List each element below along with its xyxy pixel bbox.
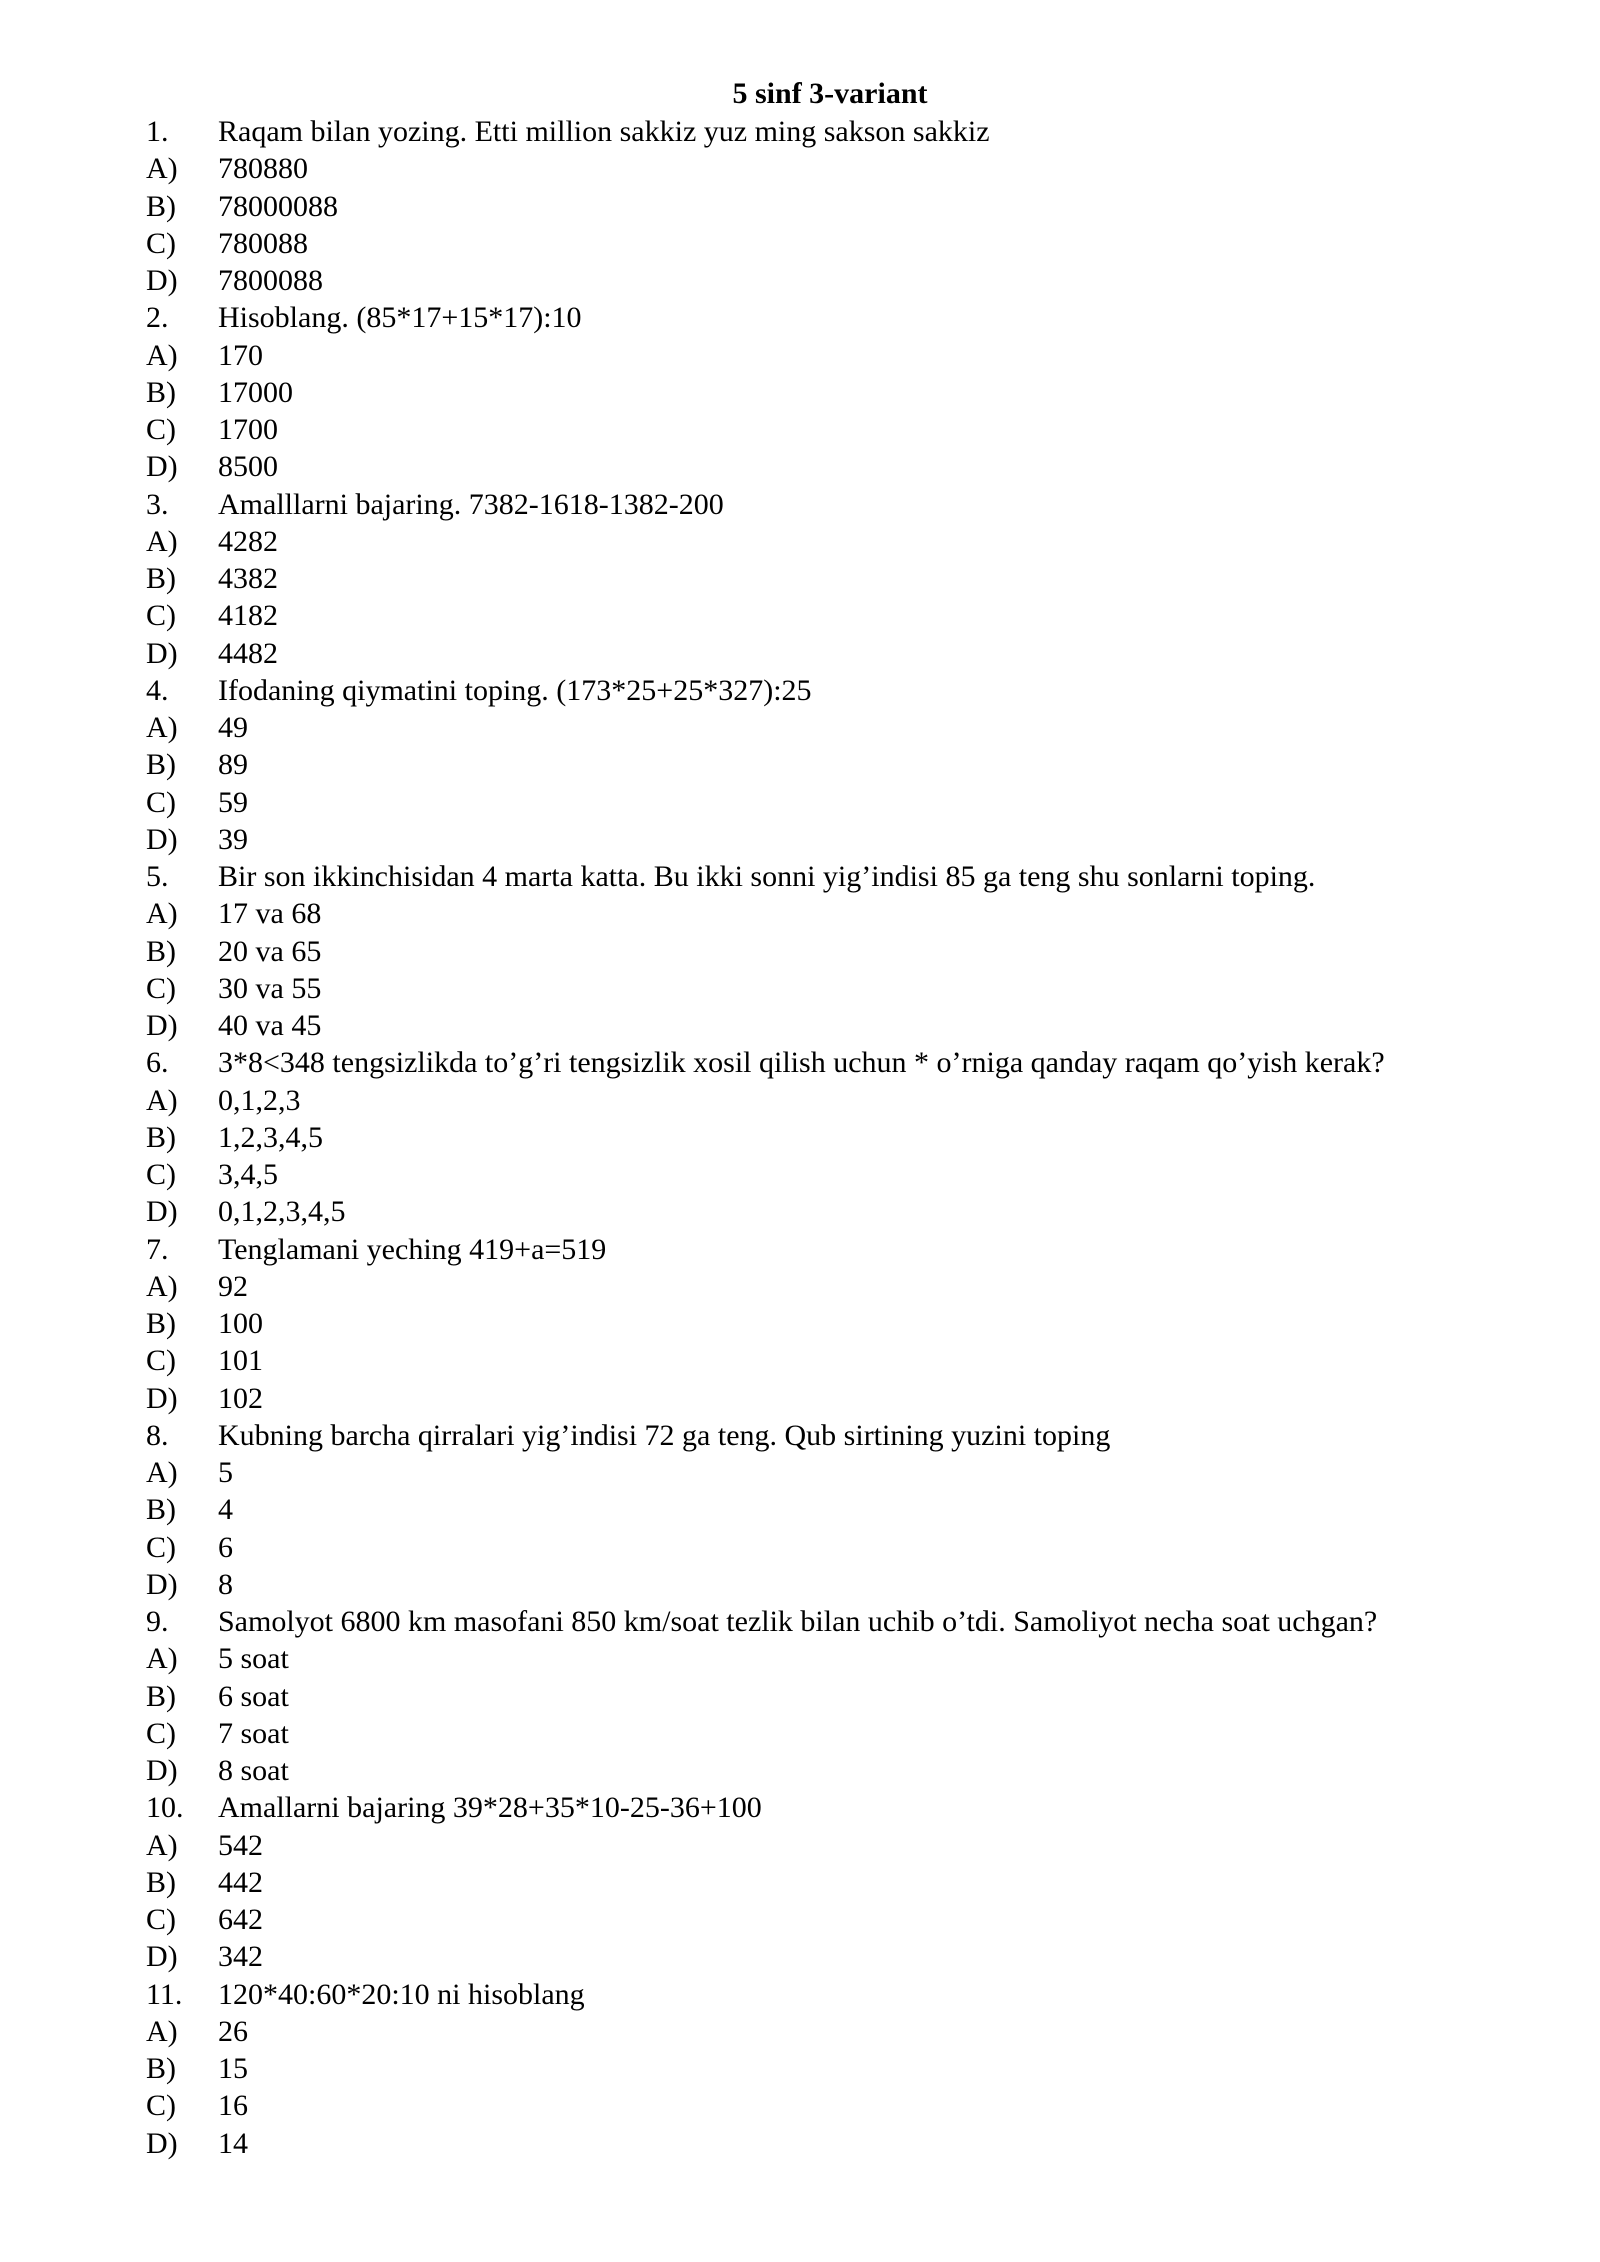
answer-option bbox=[146, 933, 1566, 970]
option-letter: C) bbox=[146, 1530, 176, 1564]
option-text: 59 bbox=[218, 785, 248, 819]
question-7 bbox=[146, 1231, 1566, 1268]
question-2 bbox=[146, 299, 1566, 336]
option-text: 101 bbox=[218, 1344, 263, 1378]
option-text: 40 va 45 bbox=[218, 1009, 322, 1042]
option-text: 170 bbox=[218, 338, 263, 372]
option-text: 39 bbox=[218, 822, 248, 856]
answer-option bbox=[146, 225, 1566, 262]
option-text: 78000088 bbox=[218, 189, 338, 223]
option-text: 0,1,2,3 bbox=[218, 1083, 301, 1117]
option-text: 4182 bbox=[218, 599, 278, 633]
option-text: 342 bbox=[218, 1940, 263, 1974]
answer-option bbox=[146, 1901, 1566, 1938]
option-letter: D) bbox=[146, 450, 178, 484]
answer-option bbox=[146, 1454, 1566, 1491]
answer-option bbox=[146, 1864, 1566, 1901]
option-letter: C) bbox=[146, 2089, 176, 2123]
option-letter: C) bbox=[146, 413, 176, 446]
answer-option bbox=[146, 597, 1566, 634]
answer-option bbox=[146, 635, 1566, 672]
option-letter: A) bbox=[146, 711, 178, 744]
question-text: Hisoblang. (85*17+15*17):10 bbox=[218, 301, 582, 335]
question-text: Raqam bilan yozing. Etti million sakkiz yuz ming sakson sakkiz bbox=[218, 115, 990, 148]
answer-option bbox=[146, 2050, 1566, 2087]
option-letter: C) bbox=[146, 1158, 176, 1191]
option-text: 26 bbox=[218, 2014, 248, 2048]
answer-option bbox=[146, 1119, 1566, 1156]
question-number: 9. bbox=[146, 1605, 169, 1638]
question-11 bbox=[146, 1976, 1566, 2013]
option-text: 7 soat bbox=[218, 1716, 289, 1750]
option-letter: A) bbox=[146, 524, 178, 558]
option-text: 17000 bbox=[218, 375, 293, 409]
option-letter: B) bbox=[146, 934, 176, 968]
answer-option bbox=[146, 1827, 1566, 1864]
option-text: 6 soat bbox=[218, 1679, 289, 1713]
option-letter: B) bbox=[146, 1120, 176, 1154]
answer-option bbox=[146, 709, 1566, 746]
option-text: 5 soat bbox=[218, 1642, 289, 1676]
option-text: 49 bbox=[218, 711, 248, 744]
option-text: 1,2,3,4,5 bbox=[218, 1120, 323, 1154]
answer-option bbox=[146, 1156, 1566, 1193]
question-text: 3*8<348 tengsizlikda to’g’ri tengsizlik xosil qilish uchun * o’rniga qanday raqam qo’yish kerak? bbox=[218, 1046, 1385, 1080]
option-letter: B) bbox=[146, 1493, 176, 1527]
option-letter: A) bbox=[146, 152, 178, 186]
option-letter: C) bbox=[146, 785, 176, 819]
option-text: 5 bbox=[218, 1456, 233, 1489]
option-text: 0,1,2,3,4,5 bbox=[218, 1195, 346, 1229]
option-text: 14 bbox=[218, 2126, 248, 2160]
option-text: 6 bbox=[218, 1530, 233, 1564]
option-letter: A) bbox=[146, 897, 178, 931]
option-text: 100 bbox=[218, 1307, 263, 1340]
answer-option bbox=[146, 1640, 1566, 1677]
option-letter: D) bbox=[146, 636, 178, 670]
question-4 bbox=[146, 672, 1566, 709]
option-letter: A) bbox=[146, 338, 178, 372]
answer-option bbox=[146, 746, 1566, 783]
page-title-text: 5 sinf 3-variant bbox=[732, 77, 928, 110]
option-letter: D) bbox=[146, 1754, 178, 1787]
question-number: 2. bbox=[146, 301, 169, 335]
option-letter: C) bbox=[146, 599, 176, 633]
question-number: 11. bbox=[146, 1977, 183, 2011]
option-text: 4 bbox=[218, 1493, 233, 1527]
question-list bbox=[146, 113, 1566, 2162]
option-letter: D) bbox=[146, 1940, 178, 1974]
answer-option bbox=[146, 1529, 1566, 1566]
option-text: 642 bbox=[218, 1903, 263, 1936]
option-letter: A) bbox=[146, 1269, 178, 1303]
option-text: 8 soat bbox=[218, 1754, 289, 1787]
answer-option bbox=[146, 1752, 1566, 1789]
option-text: 780088 bbox=[218, 226, 308, 260]
answer-option bbox=[146, 1268, 1566, 1305]
answer-option bbox=[146, 448, 1566, 485]
option-letter: D) bbox=[146, 1009, 178, 1042]
question-number: 10. bbox=[146, 1791, 184, 1825]
answer-option bbox=[146, 1380, 1566, 1417]
option-text: 30 va 55 bbox=[218, 971, 322, 1005]
option-text: 20 va 65 bbox=[218, 934, 322, 968]
answer-option bbox=[146, 1566, 1566, 1603]
option-text: 92 bbox=[218, 1269, 248, 1303]
question-number: 7. bbox=[146, 1232, 169, 1266]
option-letter: A) bbox=[146, 1828, 178, 1862]
question-text: Amallarni bajaring 39*28+35*10-25-36+100 bbox=[218, 1791, 762, 1825]
option-letter: A) bbox=[146, 1642, 178, 1676]
answer-option bbox=[146, 188, 1566, 225]
option-text: 8 bbox=[218, 1567, 233, 1601]
question-10 bbox=[146, 1789, 1566, 1826]
question-text: Amalllarni bajaring. 7382-1618-1382-200 bbox=[218, 487, 724, 521]
option-letter: B) bbox=[146, 562, 176, 595]
option-text: 1700 bbox=[218, 413, 278, 446]
answer-option bbox=[146, 895, 1566, 932]
option-letter: A) bbox=[146, 1083, 178, 1117]
option-letter: D) bbox=[146, 2126, 178, 2160]
question-number: 5. bbox=[146, 860, 169, 893]
answer-option bbox=[146, 1938, 1566, 1975]
option-letter: B) bbox=[146, 1307, 176, 1340]
option-text: 16 bbox=[218, 2089, 248, 2123]
option-letter: C) bbox=[146, 1903, 176, 1936]
option-text: 4482 bbox=[218, 636, 278, 670]
answer-option bbox=[146, 1193, 1566, 1230]
option-text: 4382 bbox=[218, 562, 278, 595]
answer-option bbox=[146, 2013, 1566, 2050]
page-title bbox=[0, 76, 1600, 112]
option-letter: C) bbox=[146, 971, 176, 1005]
question-text: Bir son ikkinchisidan 4 marta katta. Bu ikki sonni yig’indisi 85 ga teng shu sonlarni toping. bbox=[218, 860, 1316, 893]
answer-option bbox=[146, 1082, 1566, 1119]
answer-option bbox=[146, 337, 1566, 374]
option-text: 542 bbox=[218, 1828, 263, 1862]
option-text: 780880 bbox=[218, 152, 308, 186]
question-text: Ifodaning qiymatini toping. (173*25+25*327):25 bbox=[218, 673, 812, 707]
answer-option bbox=[146, 1678, 1566, 1715]
option-letter: D) bbox=[146, 822, 178, 856]
answer-option bbox=[146, 784, 1566, 821]
option-text: 17 va 68 bbox=[218, 897, 322, 931]
question-text: Tenglamani yeching 419+a=519 bbox=[218, 1232, 607, 1266]
option-text: 7800088 bbox=[218, 264, 323, 297]
question-number: 1. bbox=[146, 115, 169, 148]
question-text: Kubning barcha qirralari yig’indisi 72 ga teng. Qub sirtining yuzini toping bbox=[218, 1418, 1111, 1452]
answer-option bbox=[146, 374, 1566, 411]
question-1 bbox=[146, 113, 1566, 150]
question-text: Samolyot 6800 km masofani 850 km/soat tezlik bilan uchib o’tdi. Samoliyot necha soat uchgan? bbox=[218, 1605, 1378, 1638]
question-number: 8. bbox=[146, 1418, 169, 1452]
answer-option bbox=[146, 1491, 1566, 1528]
question-text: 120*40:60*20:10 ni hisoblang bbox=[218, 1977, 585, 2011]
option-letter: C) bbox=[146, 1344, 176, 1378]
option-letter: A) bbox=[146, 1456, 178, 1489]
option-letter: D) bbox=[146, 264, 178, 297]
question-number: 6. bbox=[146, 1046, 169, 1080]
answer-option bbox=[146, 2125, 1566, 2162]
option-letter: A) bbox=[146, 2014, 178, 2048]
answer-option bbox=[146, 1715, 1566, 1752]
question-8 bbox=[146, 1417, 1566, 1454]
option-letter: B) bbox=[146, 748, 176, 782]
answer-option bbox=[146, 150, 1566, 187]
option-text: 8500 bbox=[218, 450, 278, 484]
answer-option bbox=[146, 821, 1566, 858]
answer-option bbox=[146, 262, 1566, 299]
option-letter: D) bbox=[146, 1195, 178, 1229]
option-letter: B) bbox=[146, 1865, 176, 1899]
answer-option bbox=[146, 523, 1566, 560]
answer-option bbox=[146, 560, 1566, 597]
option-letter: C) bbox=[146, 226, 176, 260]
answer-option bbox=[146, 2087, 1566, 2124]
answer-option bbox=[146, 411, 1566, 448]
option-letter: D) bbox=[146, 1381, 178, 1415]
option-letter: B) bbox=[146, 2052, 176, 2085]
question-3 bbox=[146, 486, 1566, 523]
question-number: 4. bbox=[146, 673, 169, 707]
option-text: 3,4,5 bbox=[218, 1158, 278, 1191]
option-text: 442 bbox=[218, 1865, 263, 1899]
answer-option bbox=[146, 970, 1566, 1007]
answer-option bbox=[146, 1007, 1566, 1044]
option-text: 89 bbox=[218, 748, 248, 782]
option-letter: B) bbox=[146, 1679, 176, 1713]
question-5 bbox=[146, 858, 1566, 895]
option-letter: D) bbox=[146, 1567, 178, 1601]
option-text: 102 bbox=[218, 1381, 263, 1415]
question-9 bbox=[146, 1603, 1566, 1640]
answer-option bbox=[146, 1342, 1566, 1379]
option-letter: B) bbox=[146, 375, 176, 409]
option-letter: C) bbox=[146, 1716, 176, 1750]
question-6 bbox=[146, 1044, 1566, 1081]
option-text: 15 bbox=[218, 2052, 248, 2085]
question-number: 3. bbox=[146, 487, 169, 521]
option-letter: B) bbox=[146, 189, 176, 223]
answer-option bbox=[146, 1305, 1566, 1342]
option-text: 4282 bbox=[218, 524, 278, 558]
